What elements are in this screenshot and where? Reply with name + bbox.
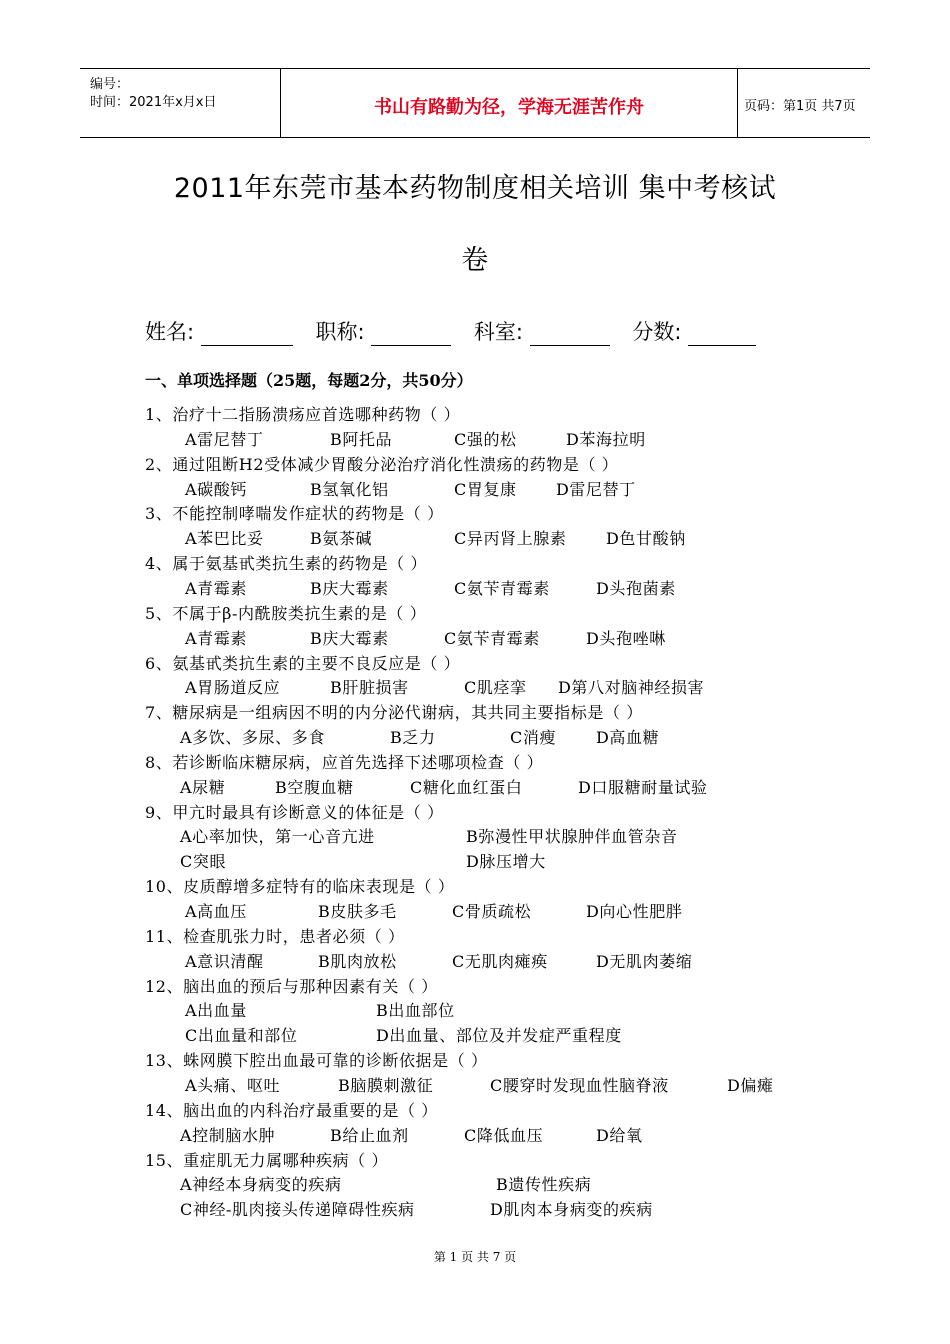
question-1-option-b[interactable]: B阿托品 [330, 429, 393, 449]
question-5-option-a[interactable]: A青霉素 [185, 628, 247, 648]
question-15-stem: 15、重症肌无力属哪种疾病（ ） [145, 1150, 389, 1170]
question-14-stem: 14、脑出血的内科治疗最重要的是（ ） [145, 1100, 438, 1120]
examinee-info [145, 316, 756, 346]
question-15-option-a[interactable]: A神经本身病变的疾病 [180, 1175, 342, 1195]
question-8-option-d[interactable]: D口服糖耐量试验 [578, 777, 708, 797]
question-15-option-c[interactable]: C神经-肌肉接头传递障碍性疾病 [180, 1200, 415, 1220]
question-2-stem: 2、通过阻断H2受体减少胃酸分泌治疗消化性溃疡的药物是（ ） [145, 454, 619, 474]
title-label: 职称: [315, 320, 365, 344]
question-8-option-b[interactable]: B空腹血糖 [275, 777, 354, 797]
question-6-option-d[interactable]: D第八对脑神经损害 [558, 678, 705, 698]
question-14-option-c[interactable]: C降低血压 [464, 1125, 544, 1145]
question-1-option-d[interactable]: D苯海拉明 [566, 429, 646, 449]
question-5-option-c[interactable]: C氨苄青霉素 [444, 628, 540, 648]
motto: 书山有路勤为径，学海无涯苦作舟 [374, 97, 644, 118]
question-5-option-d[interactable]: D头孢唑啉 [586, 628, 666, 648]
question-8-option-c[interactable]: C糖化血红蛋白 [410, 777, 523, 797]
question-10-option-c[interactable]: C骨质疏松 [452, 902, 532, 921]
header-motto-cell [280, 69, 738, 137]
question-4-option-b[interactable]: B庆大霉素 [310, 578, 389, 598]
question-11-option-a[interactable]: A意识清醒 [185, 951, 264, 971]
question-11-option-d[interactable]: D无肌肉萎缩 [596, 951, 693, 971]
question-10-option-a[interactable]: A高血压 [185, 902, 247, 921]
title-blank[interactable] [371, 325, 451, 346]
question-3-option-d[interactable]: D色甘酸钠 [606, 529, 686, 549]
question-2-option-b[interactable]: B氢氧化铝 [310, 479, 389, 499]
question-8-option-a[interactable]: A尿糖 [180, 777, 226, 797]
name-label: 姓名: [145, 320, 195, 344]
question-5-stem: 5、不属于β-内酰胺类抗生素的是（ ） [145, 603, 427, 623]
question-10-option-d[interactable]: D向心性肥胖 [586, 902, 683, 921]
question-4-option-a[interactable]: A青霉素 [185, 578, 247, 598]
question-3-option-b[interactable]: B氨茶碱 [310, 529, 373, 549]
question-14-option-b[interactable]: B给止血剂 [330, 1125, 409, 1145]
question-11-stem: 11、检查肌张力时，患者必须（ ） [145, 926, 405, 946]
name-blank[interactable] [201, 325, 293, 346]
question-14-option-d[interactable]: D给氧 [596, 1125, 643, 1145]
question-2-option-c[interactable]: C胃复康 [454, 479, 517, 499]
question-3-option-a[interactable]: A苯巴比妥 [185, 529, 264, 549]
question-12-option-a[interactable]: A出血量 [185, 1001, 247, 1021]
question-13-option-b[interactable]: B脑膜刺激征 [338, 1075, 434, 1095]
question-1-option-a[interactable]: A雷尼替丁 [185, 429, 264, 449]
question-12-stem: 12、脑出血的预后与那种因素有关（ ） [145, 976, 438, 996]
question-3-stem: 3、不能控制哮喘发作症状的药物是（ ） [145, 504, 444, 524]
question-13-stem: 13、蛛网膜下腔出血最可靠的诊断依据是（ ） [145, 1051, 488, 1071]
question-7-option-c[interactable]: C消瘦 [510, 728, 557, 748]
question-6-stem: 6、氨基甙类抗生素的主要不良反应是（ ） [145, 653, 461, 673]
department-label: 科室: [473, 320, 523, 344]
section-heading: 一、单项选择题（25题，每题2分，共50分） [145, 371, 473, 390]
question-6-option-c[interactable]: C肌痉挛 [464, 678, 527, 698]
page-footer: 第 1 页 共 7 页 [433, 1250, 517, 1264]
question-4-stem: 4、属于氨基甙类抗生素的药物是（ ） [145, 554, 428, 574]
question-15-option-b[interactable]: B遗传性疾病 [496, 1175, 592, 1195]
serial-label: 编号： [90, 77, 130, 92]
page-label: 页码：第1页 共7页 [744, 99, 856, 114]
question-11-option-c[interactable]: C无肌肉瘫痪 [452, 951, 548, 971]
score-blank[interactable] [688, 325, 756, 346]
question-12-option-c[interactable]: C出血量和部位 [185, 1026, 298, 1046]
question-7-option-d[interactable]: D高血糖 [596, 728, 660, 748]
question-2-option-a[interactable]: A碳酸钙 [185, 479, 247, 499]
question-2-option-d[interactable]: D雷尼替丁 [556, 479, 636, 499]
question-9-stem: 9、甲亢时最具有诊断意义的体征是（ ） [145, 802, 444, 822]
question-13-option-d[interactable]: D偏瘫 [727, 1075, 774, 1095]
page-header [80, 68, 870, 138]
department-blank[interactable] [530, 325, 610, 346]
question-9-option-a[interactable]: A心率加快，第一心音亢进 [180, 827, 375, 847]
score-label: 分数: [632, 320, 682, 344]
question-13-option-a[interactable]: A头痛、呕吐 [185, 1075, 281, 1095]
question-7-stem: 7、糖尿病是一组病因不明的内分泌代谢病，其共同主要指标是（ ） [145, 703, 643, 723]
question-3-option-c[interactable]: C异丙肾上腺素 [454, 529, 567, 549]
question-7-option-a[interactable]: A多饮、多尿、多食 [180, 728, 325, 748]
question-15-option-d[interactable]: D肌肉本身病变的疾病 [490, 1200, 653, 1220]
question-11-option-b[interactable]: B肌肉放松 [318, 951, 397, 971]
question-14-option-a[interactable]: A控制脑水肿 [180, 1125, 276, 1145]
question-9-option-b[interactable]: B弥漫性甲状腺肿伴血管杂音 [466, 827, 678, 847]
question-7-option-b[interactable]: B乏力 [390, 728, 436, 748]
question-12-option-b[interactable]: B出血部位 [376, 1001, 455, 1021]
question-9-option-c[interactable]: C突眼 [180, 852, 227, 872]
question-9-option-d[interactable]: D脉压增大 [466, 852, 546, 872]
header-meta [80, 69, 280, 137]
question-8-stem: 8、若诊断临床糖尿病，应首先选择下述哪项检查（ ） [145, 752, 544, 772]
question-6-option-b[interactable]: B肝脏损害 [330, 678, 409, 698]
question-4-option-d[interactable]: D头孢菌素 [596, 578, 676, 598]
question-10-stem: 10、皮质醇增多症特有的临床表现是（ ） [145, 877, 455, 897]
exam-title-line1: 2011年东莞市基本药物制度相关培训 集中考核试 [173, 173, 777, 204]
question-1-option-c[interactable]: C强的松 [454, 429, 517, 449]
exam-title-line2: 卷 [461, 245, 489, 276]
header-page-cell [736, 69, 870, 137]
question-13-option-c[interactable]: C腰穿时发现血性脑脊液 [490, 1075, 669, 1095]
question-12-option-d[interactable]: D出血量、部位及并发症严重程度 [376, 1026, 622, 1046]
date-label: 时间：2021年x月x日 [90, 95, 217, 110]
question-4-option-c[interactable]: C氨苄青霉素 [454, 578, 550, 598]
question-6-option-a[interactable]: A胃肠道反应 [185, 678, 281, 698]
question-5-option-b[interactable]: B庆大霉素 [310, 628, 389, 648]
question-10-option-b[interactable]: B皮肤多毛 [318, 902, 397, 921]
question-1-stem: 1、治疗十二指肠溃疡应首选哪种药物（ ） [145, 405, 461, 424]
